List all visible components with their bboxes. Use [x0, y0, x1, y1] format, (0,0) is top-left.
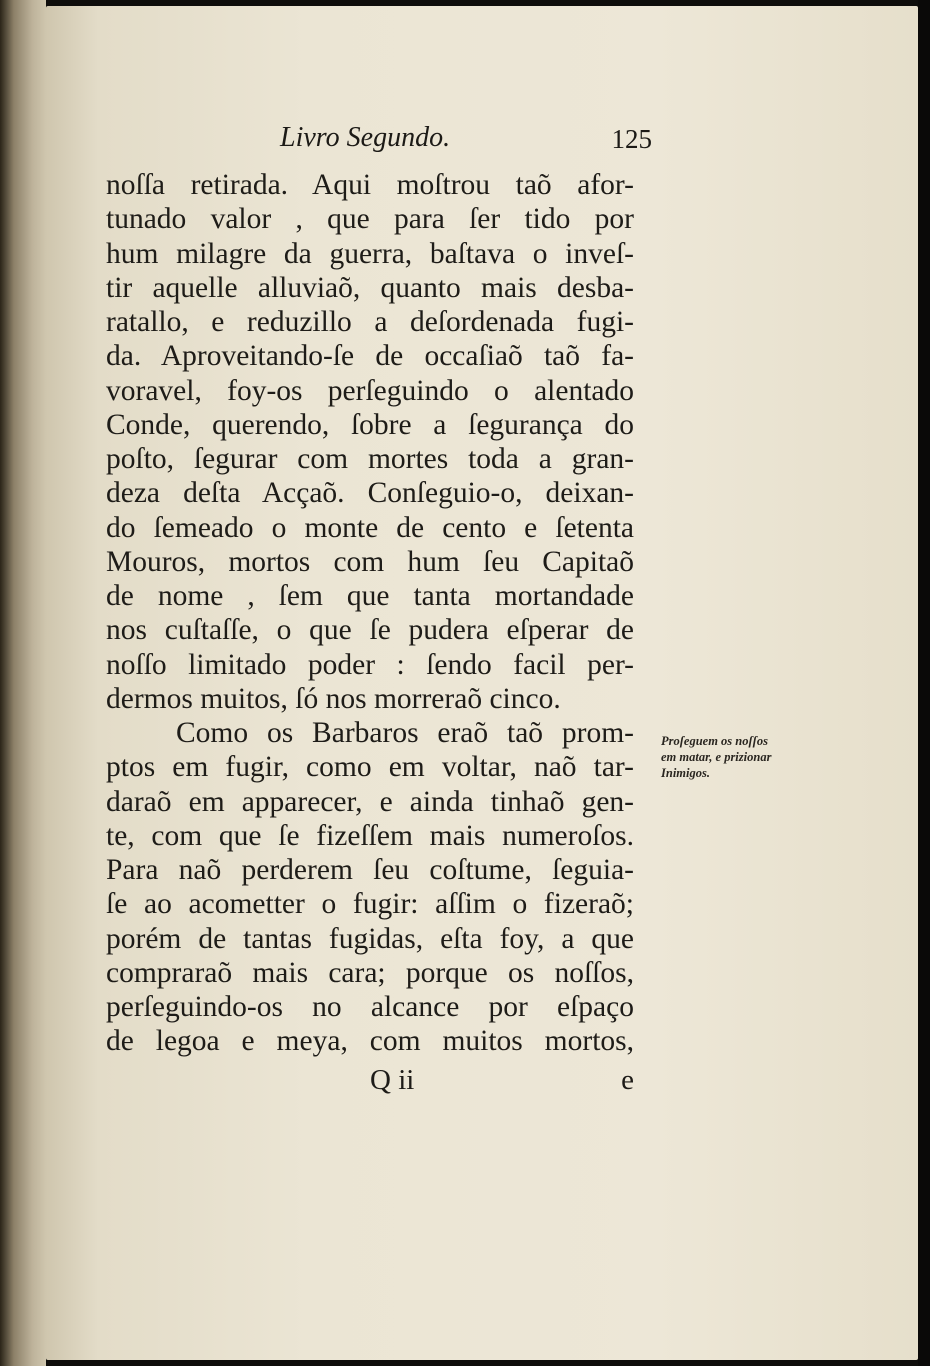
text-line: Como os Barbaros eraõ taõ prom-: [176, 717, 634, 749]
text-line: Para naõ perderem ſeu coſtume, ſeguia-: [106, 854, 634, 886]
text-line: daraõ em apparecer, e ainda tinhaõ gen-: [106, 785, 634, 818]
text-line: Conde, querendo, ſobre a ſegurança do: [106, 408, 634, 441]
text-line: compraraõ mais cara; porque os noſſos,: [106, 956, 634, 989]
text-line: ſe ao acometter o fugir: aſſim o fizeraõ;: [106, 888, 634, 921]
running-title: Livro Segundo.: [280, 122, 451, 153]
text-line: Mouros, mortos com hum ſeu Capitaõ: [106, 545, 634, 578]
body-text: [106, 168, 634, 1059]
margin-note-line: Proſeguem os noſſos: [661, 734, 768, 748]
text-line: porém de tantas fugidas, eſta foy, a que: [106, 922, 634, 955]
text-line: tunado valor , que para ſer tido por: [106, 203, 634, 236]
text-line: hum milagre da guerra, baſtava o inveſ-: [106, 237, 634, 270]
margin-note-line: Inimigos.: [661, 766, 710, 780]
text-line: deza deſta Acçaõ. Conſeguio-o, deixan-: [106, 477, 634, 510]
catchword: e: [621, 1064, 634, 1096]
text-line: tir aquelle alluviaõ, quanto mais desba-: [106, 271, 634, 304]
text-line: perſeguindo-os no alcance por eſpaço: [106, 991, 634, 1023]
text-line: da. Aproveitando-ſe de occaſiaõ taõ fa-: [106, 340, 634, 373]
margin-note-line: em matar, e prizionar: [661, 750, 772, 764]
text-line: noſſa retirada. Aqui moſtrou taõ afor-: [106, 169, 634, 201]
text-line: de nome , ſem que tanta mortandade: [106, 580, 634, 612]
page-number: 125: [611, 124, 652, 154]
page-edge-shadow: [918, 0, 930, 1366]
page-footer: [106, 1064, 634, 1104]
text-line: do ſemeado o monte de cento e ſetenta: [106, 511, 634, 544]
book-spine: [0, 0, 46, 1366]
text-line: nos cuſtaſſe, o que ſe pudera eſperar de: [106, 614, 634, 647]
text-line: ptos em fugir, como em voltar, naõ tar-: [106, 751, 634, 784]
text-line: poſto, ſegurar com mortes toda a gran-: [106, 443, 634, 475]
text-line: dermos muitos, ſó nos morreraõ cinco.: [106, 682, 561, 715]
margin-note: [661, 733, 821, 781]
text-line: ratallo, e reduzillo a deſordenada fugi-: [106, 306, 634, 338]
signature-mark: Q ii: [370, 1064, 415, 1096]
text-line: te, com que ſe fizeſſem mais numeroſos.: [106, 819, 634, 852]
text-line: noſſo limitado poder : ſendo facil per-: [106, 648, 634, 681]
page-header: [280, 122, 652, 162]
text-line: voravel, foy-os perſeguindo o alentado: [106, 374, 634, 407]
text-line: de legoa e meya, com muitos mortos,: [106, 1025, 634, 1058]
